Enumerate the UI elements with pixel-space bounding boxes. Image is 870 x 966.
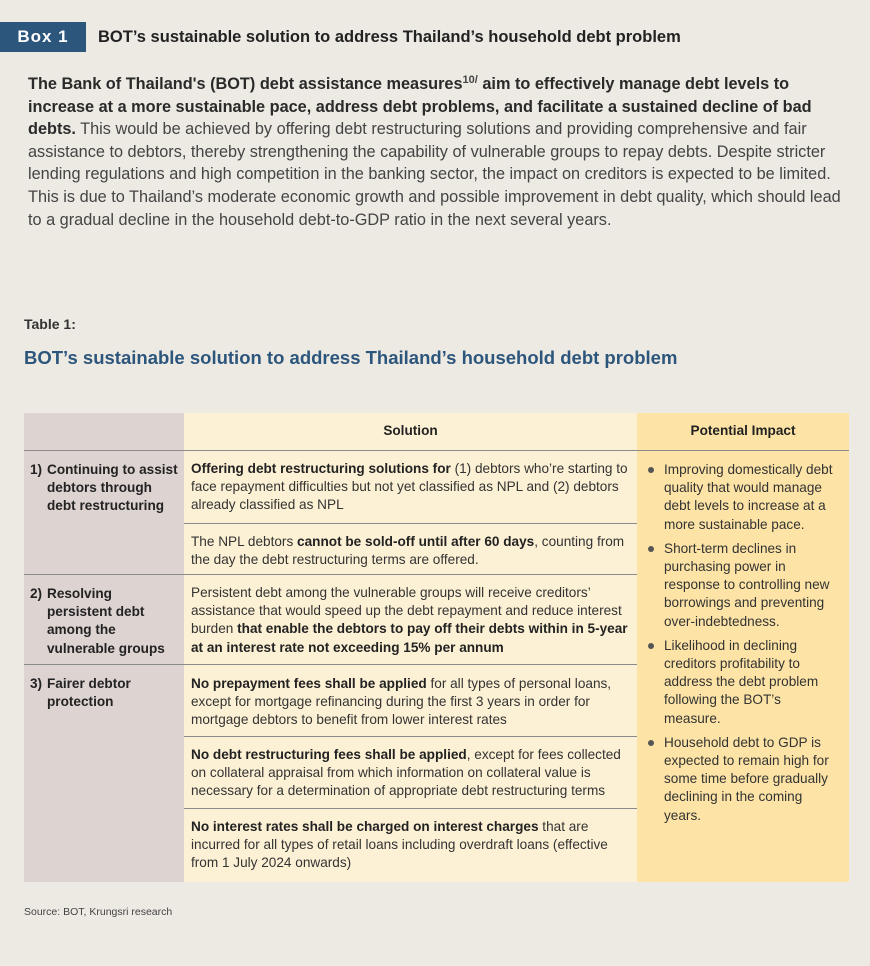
impact-list — [647, 461, 841, 825]
solution-text: (1) debtors who’re starting to face repayment difficulties but not yet classified as NPL and (2) debtors already classified as NPL — [191, 461, 628, 513]
solution-3b — [184, 737, 637, 809]
solution-1b — [184, 524, 637, 575]
solution-bold: No debt restructuring fees shall be applied — [191, 747, 467, 762]
measure-1 — [24, 451, 184, 575]
table-label: Table 1: — [24, 316, 76, 332]
solution-3c — [184, 809, 637, 882]
impact-item: Household debt to GDP is expected to remain high for some time before gradually declining in the coming years. — [647, 734, 841, 825]
measure-number: 2) — [30, 586, 43, 601]
solution-column — [184, 451, 637, 882]
solution-1a — [184, 451, 637, 524]
solution-bold: No prepayment fees shall be applied — [191, 676, 427, 691]
solution-bold: that enable the debtors to pay off their debts within in 5-year at an interest rate not exceeding 15% per annum — [191, 621, 628, 655]
solution-bold: Offering debt restructuring solutions for — [191, 461, 451, 476]
impact-item: Short-term declines in purchasing power in response to controlling new borrowings and preventing over-indebtedness. — [647, 540, 841, 631]
intro-bold-1: The Bank of Thailand's (BOT) debt assistance measures — [28, 75, 463, 93]
header-impact: Potential Impact — [637, 413, 849, 451]
measure-number: 1) — [30, 462, 43, 477]
impact-item: Improving domestically debt quality that would manage debt levels to increase at a more sustainable pace. — [647, 461, 841, 534]
solution-2 — [184, 575, 637, 665]
impact-item: Likelihood in declining creditors profitability to address the debt problem following the BOT’s measure. — [647, 637, 841, 728]
solution-text: The NPL debtors — [191, 534, 298, 549]
intro-bold-2: aim to effectively manage debt levels to increase at a more sustainable pace, address debt problems, and facilitate a sustained decline of bad debts. — [28, 75, 812, 139]
solution-text: that are incurred for all types of retail loans including overdraft loans (effective from 1 July 2024 onwards) — [191, 819, 608, 871]
measure-label: Fairer debtor protection — [47, 676, 131, 710]
box-header — [0, 22, 681, 52]
impact-column — [637, 451, 849, 882]
table-title: BOT’s sustainable solution to address Thailand’s household debt problem — [24, 347, 678, 368]
box-title: BOT’s sustainable solution to address Thailand’s household debt problem — [98, 27, 681, 46]
intro-body: This would be achieved by offering debt restructuring solutions and providing comprehensive and fair assistance to debtors, thereby strengthening the capability of vulnerable groups to repay debts. Despite stricter lending regulations and high competition in the banking sector, the impact on creditors is expected to be limited. This is due to Thailand’s moderate economic growth and possible improvement in debt quality, which should lead to a gradual decline in the household debt-to-GDP ratio in the next several years. — [28, 120, 841, 229]
solution-text: , except for fees collected on collateral appraisal from which information on collateral value is necessary for a determination of appropriate debt restructuring terms — [191, 747, 621, 799]
measure-3 — [24, 665, 184, 882]
intro-paragraph — [28, 73, 853, 231]
solution-text: for all types of personal loans, except for mortgage refinancing during the first 3 years in order for mortgage debtors to benefit from lower interest rates — [191, 676, 612, 728]
solution-bold: cannot be sold-off until after 60 days — [297, 534, 535, 549]
measure-2 — [24, 575, 184, 665]
measure-label: Resolving persistent debt among the vulnerable groups — [47, 586, 165, 656]
measure-number: 3) — [30, 676, 43, 691]
solution-text: , counting from the day the debt restructuring terms are offered. — [191, 534, 625, 568]
measure-label: Continuing to assist debtors through debt restructuring — [47, 462, 178, 514]
header-blank — [24, 413, 184, 451]
box-label: Box 1 — [0, 22, 86, 52]
source-note: Source: BOT, Krungsri research — [24, 906, 173, 918]
solution-text: Persistent debt among the vulnerable groups will receive creditors’ assistance that would speed up the debt repayment and reduce interest burden — [191, 585, 622, 637]
solution-bold: No interest rates shall be charged on interest charges — [191, 819, 539, 834]
footnote-ref[interactable]: 10/ — [462, 74, 478, 86]
header-solution: Solution — [184, 413, 637, 451]
solution-3a — [184, 665, 637, 737]
measure-column — [24, 451, 184, 882]
solution-table — [24, 413, 849, 882]
